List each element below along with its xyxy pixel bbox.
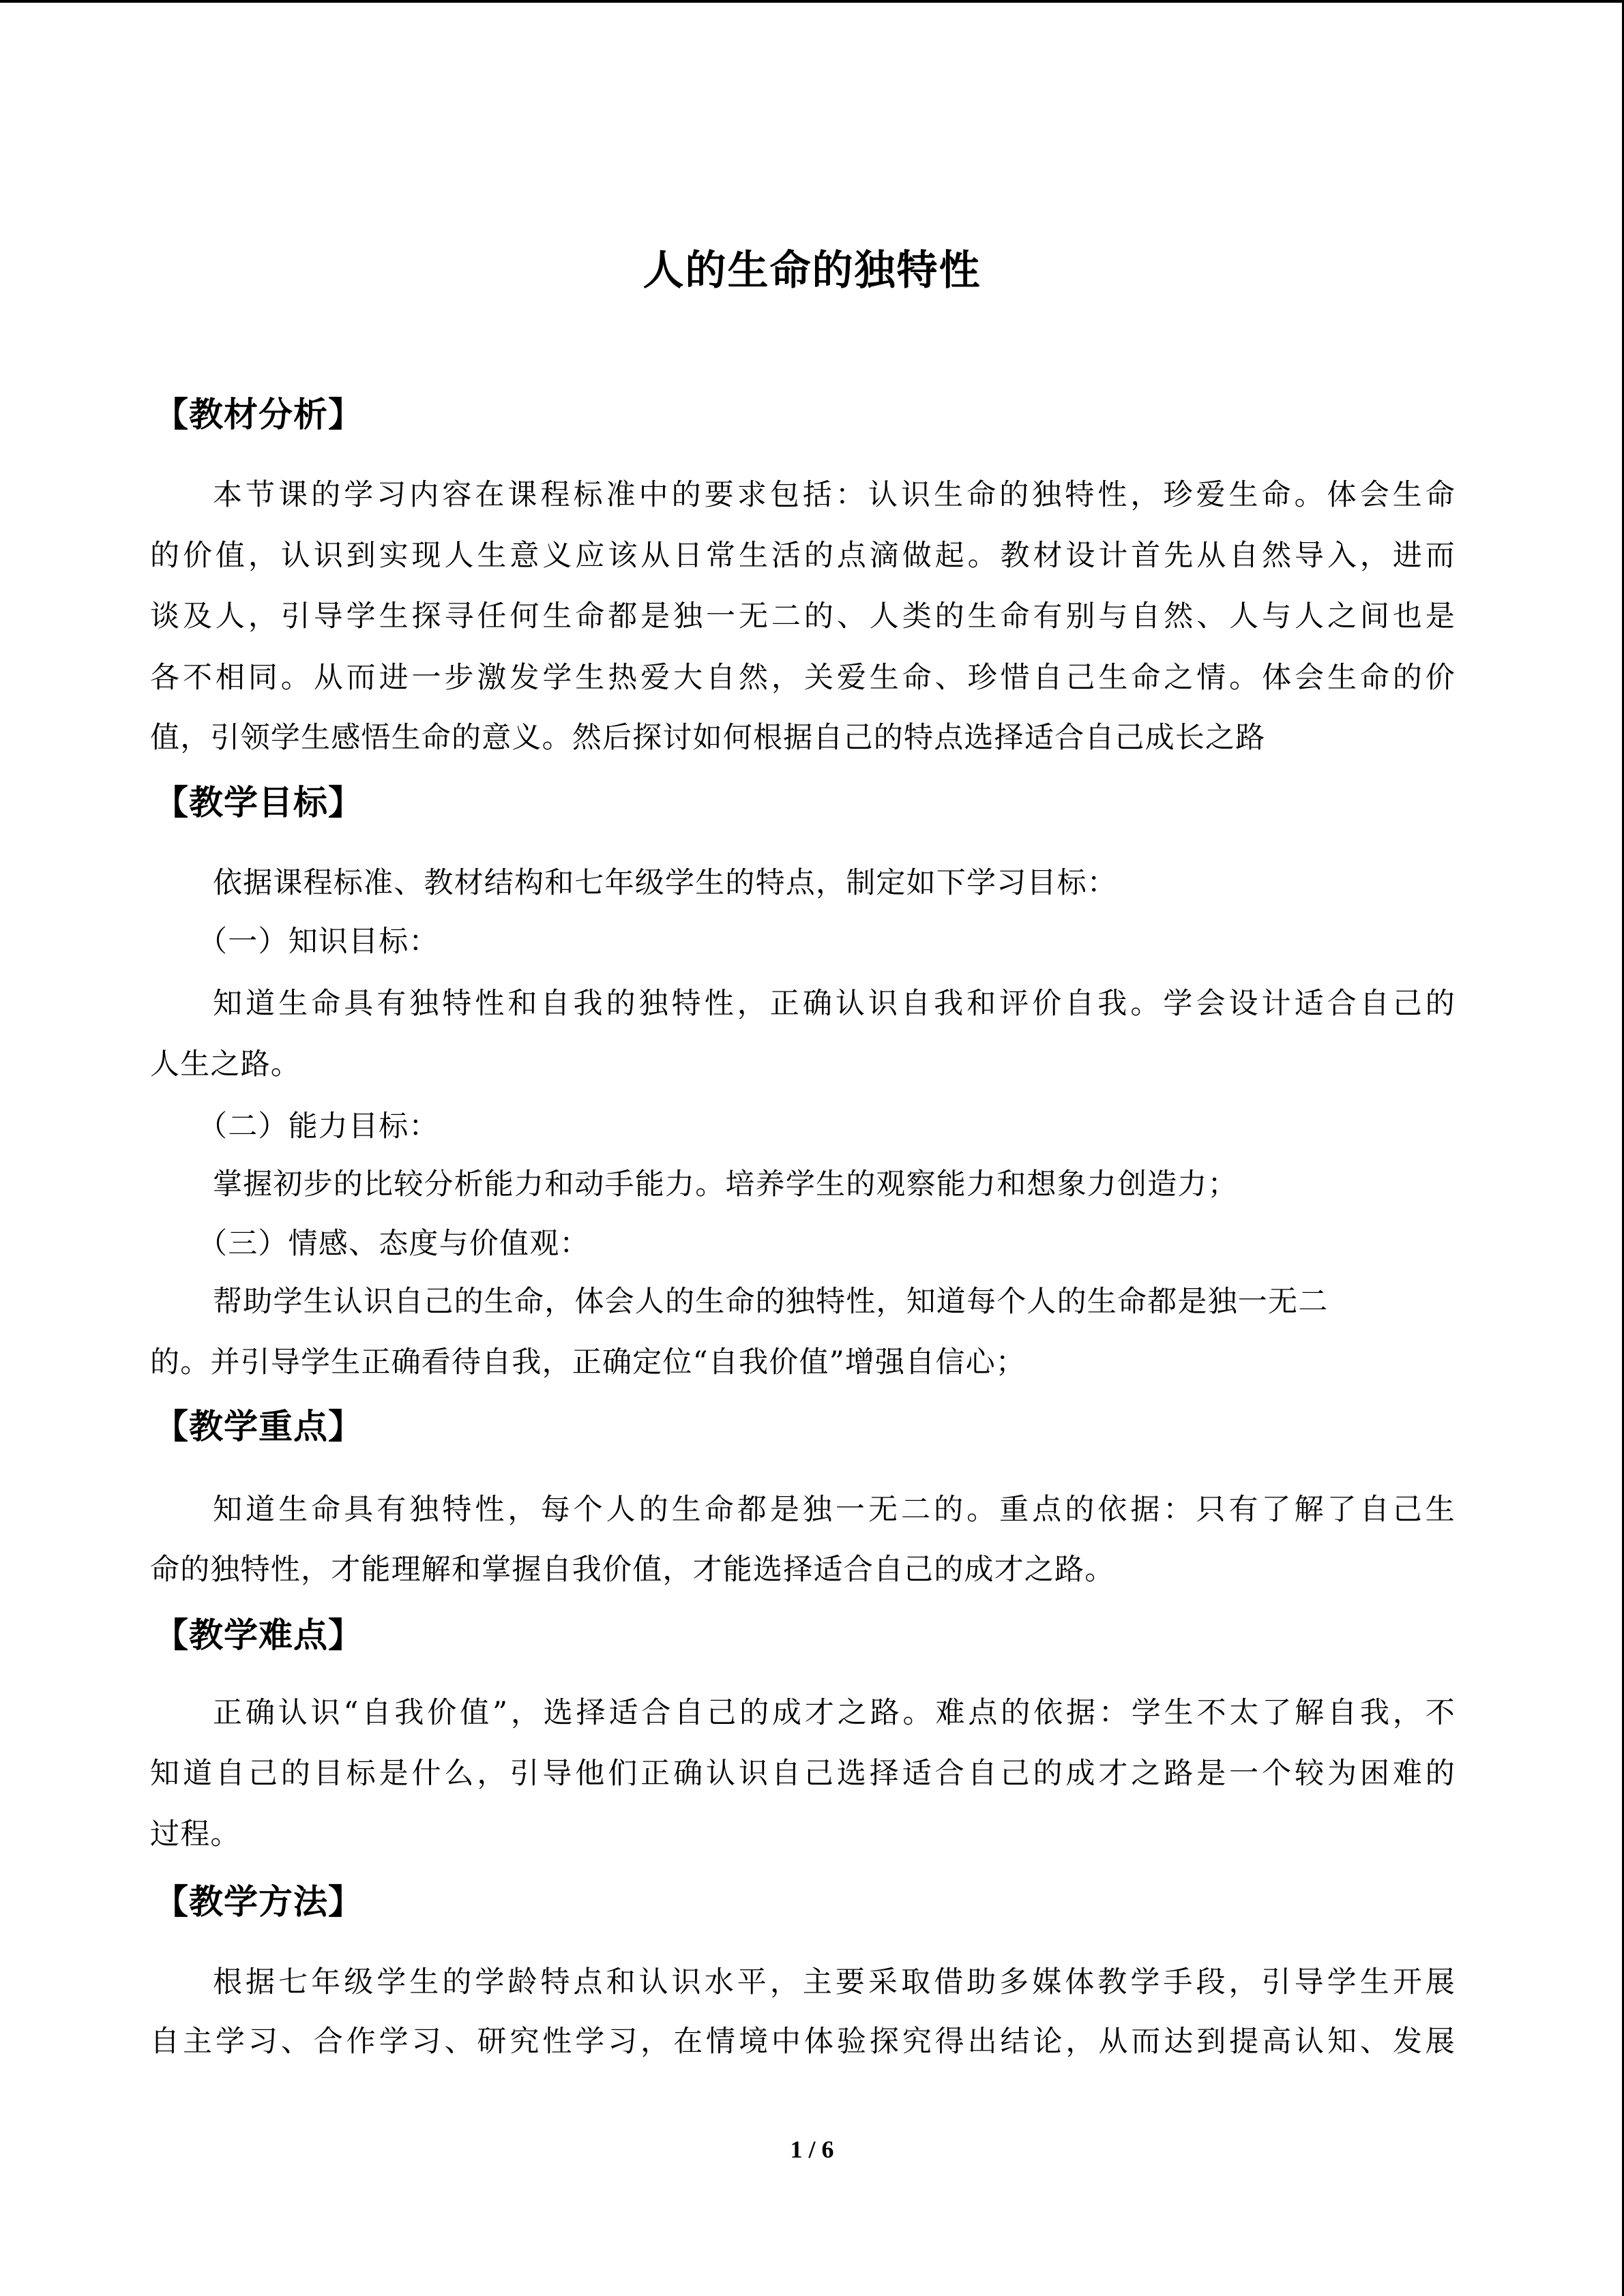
- section-heading: 【教学目标】: [154, 783, 363, 822]
- section-heading: 【教学难点】: [154, 1615, 363, 1655]
- paragraph-line: 知道生命具有独特性和自我的独特性，正确认识自我和评价自我。学会设计适合自己的: [213, 987, 1456, 1021]
- section-heading: 【教学方法】: [154, 1882, 363, 1922]
- section-heading: 【教学重点】: [154, 1407, 363, 1446]
- paragraph-line: 正确认识“自我价值”，选择适合自己的成才之路。难点的依据：学生不太了解自我，不: [213, 1696, 1456, 1730]
- paragraph-line: 掌握初步的比较分析能力和动手能力。培养学生的观察能力和想象力创造力；: [213, 1167, 1238, 1202]
- subheading-knowledge-objectives: （一）知识目标：: [198, 925, 439, 959]
- paragraph-line: 命的独特性，才能理解和掌握自我价值，才能选择适合自己的成才之路。: [150, 1553, 1115, 1587]
- page-number: 1 / 6: [790, 2136, 834, 2163]
- paragraph-line: 的。并引导学生正确看待自我，正确定位“自我价值”增强自信心；: [150, 1345, 1026, 1380]
- paragraph-line: 过程。: [150, 1817, 241, 1851]
- paragraph-line: 谈及人，引导学生探寻任何生命都是独一无二的、人类的生命有别与自然、人与人之间也是: [150, 599, 1456, 633]
- paragraph-line: 的价值，认识到实现人生意义应该从日常生活的点滴做起。教材设计首先从自然导入，进而: [150, 539, 1456, 573]
- subheading-values-objectives: （三）情感、态度与价值观：: [198, 1227, 590, 1261]
- paragraph-line: 自主学习、合作学习、研究性学习，在情境中体验探究得出结论，从而达到提高认知、发展: [150, 2025, 1456, 2059]
- paragraph-line: 知道自己的目标是什么，引导他们正确认识自己选择适合自己的成才之路是一个较为困难的: [150, 1757, 1456, 1791]
- paragraph-line: 依据课程标准、教材结构和七年级学生的特点，制定如下学习目标：: [213, 866, 1117, 900]
- subheading-ability-objectives: （二）能力目标：: [198, 1109, 439, 1144]
- paragraph-line: 值，引领学生感悟生命的意义。然后探讨如何根据自己的特点选择适合自己成长之路: [150, 721, 1266, 755]
- document-title: 人的生命的独特性: [643, 247, 981, 295]
- paragraph-line: 帮助学生认识自己的生命，体会人的生命的独特性，知道每个人的生命都是独一无二: [213, 1285, 1329, 1319]
- paragraph-line: 各不相同。从而进一步激发学生热爱大自然，关爱生命、珍惜自己生命之情。体会生命的价: [150, 661, 1456, 695]
- paragraph-line: 本节课的学习内容在课程标准中的要求包括：认识生命的独特性，珍爱生命。体会生命: [213, 478, 1456, 512]
- paragraph-line: 知道生命具有独特性，每个人的生命都是独一无二的。重点的依据：只有了解了自己生: [213, 1493, 1456, 1527]
- section-heading: 【教材分析】: [154, 395, 363, 434]
- paragraph-line: 人生之路。: [150, 1047, 301, 1082]
- paragraph-line: 根据七年级学生的学龄特点和认识水平，主要采取借助多媒体教学手段，引导学生开展: [213, 1965, 1456, 1999]
